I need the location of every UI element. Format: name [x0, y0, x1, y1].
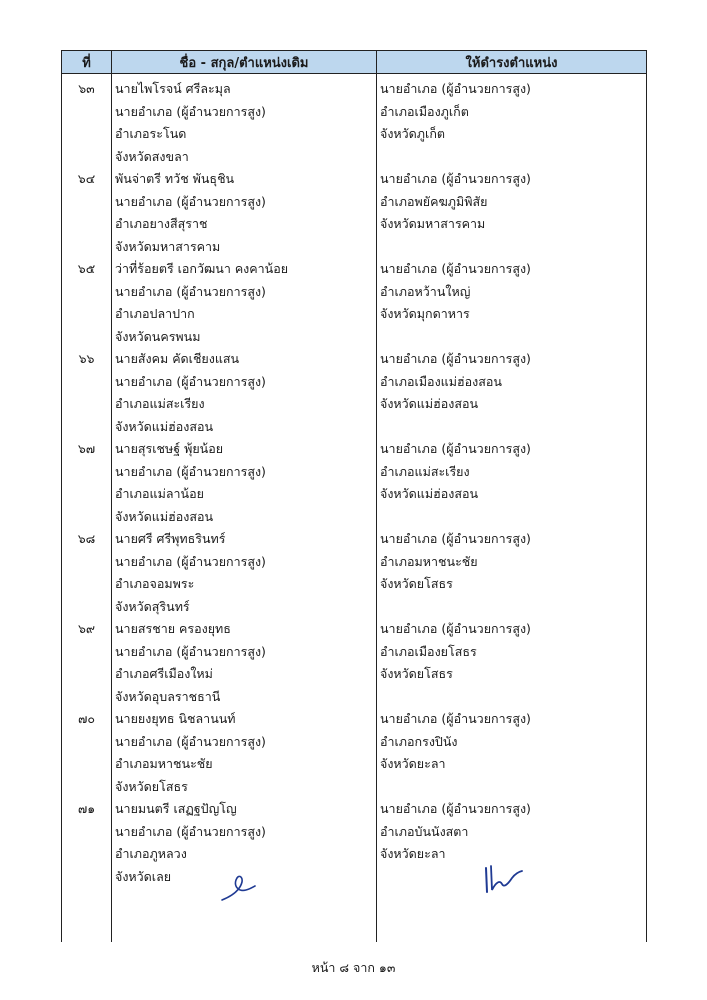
- new-position-line: อำเภอหว้านใหญ่: [380, 283, 471, 299]
- new-position-line: อำเภอมหาชนะชัย: [380, 553, 478, 569]
- page-footer: หน้า ๘ จาก ๑๓: [311, 960, 396, 975]
- old-position-line: อำเภอแม่สะเรียง: [115, 396, 205, 411]
- old-position-line: นายอำเภอ (ผู้อำนวยการสูง): [115, 283, 266, 299]
- row-number: ๖๓: [78, 81, 95, 96]
- old-position-line: อำเภอยางสีสุราช: [115, 216, 208, 231]
- row-number-cell: [62, 258, 112, 348]
- new-position-line: นายอำเภอ (ผู้อำนวยการสูง): [380, 531, 531, 546]
- old-position-line: นายอำเภอ (ผู้อำนวยการสูง): [115, 643, 266, 659]
- old-position-line: จังหวัดยโสธร: [115, 778, 188, 794]
- old-position-line: อำเภอมหาชนะชัย: [115, 756, 213, 771]
- new-position-cell: [377, 708, 647, 798]
- table-row: [62, 708, 647, 798]
- row-number: ๗๑: [77, 801, 96, 816]
- row-number: ๖๙: [77, 621, 96, 636]
- old-position-line: จังหวัดแม่ฮ่องสอน: [115, 508, 214, 524]
- old-position-line: นายยงยุทธ นิชลานนท์: [115, 711, 236, 726]
- old-position-line: อำเภอจอมพระ: [115, 576, 195, 591]
- new-position-line: จังหวัดแม่ฮ่องสอน: [380, 486, 479, 501]
- appointment-table-container: [61, 50, 646, 942]
- old-position-line: นายสุรเชษฐ์ พุ้ยน้อย: [115, 441, 224, 456]
- old-position-line: นายอำเภอ (ผู้อำนวยการสูง): [115, 733, 266, 749]
- new-position-line: อำเภอเมืองแม่ฮ่องสอน: [380, 373, 502, 389]
- table-row: [62, 74, 647, 169]
- new-position-line: นายอำเภอ (ผู้อำนวยการสูง): [380, 81, 531, 96]
- table-row: [62, 258, 647, 348]
- old-position-line: นายสังคม คัดเชียงแสน: [115, 351, 240, 366]
- old-position-line: จังหวัดสุรินทร์: [115, 598, 190, 614]
- appointment-table: [61, 50, 647, 942]
- old-position-line: นายอำเภอ (ผู้อำนวยการสูง): [115, 553, 266, 569]
- new-position-line: นายอำเภอ (ผู้อำนวยการสูง): [380, 441, 531, 456]
- new-position-line: อำเภอเมืองภูเก็ต: [380, 103, 469, 119]
- new-position-line: จังหวัดภูเก็ต: [380, 126, 446, 141]
- old-position-cell: [112, 74, 377, 169]
- new-position-line: จังหวัดมุกดาหาร: [380, 306, 470, 321]
- old-position-cell: [112, 618, 377, 708]
- new-position-line: อำเภอบันนังสตา: [380, 823, 469, 839]
- row-number-cell: [62, 74, 112, 169]
- table-row: [62, 168, 647, 258]
- row-number-cell: [62, 528, 112, 618]
- new-position-line: อำเภอเมืองยโสธร: [380, 643, 477, 659]
- row-number-cell: [62, 708, 112, 798]
- old-position-line: ว่าที่ร้อยตรี เอกวัฒนา คงคาน้อย: [115, 261, 289, 276]
- old-position-cell: [112, 708, 377, 798]
- old-position-line: จังหวัดนครพนม: [115, 328, 201, 344]
- old-position-line: อำเภอระโนด: [115, 126, 187, 141]
- new-position-line: อำเภอพยัคฆภูมิพิสัย: [380, 193, 488, 209]
- new-position-cell: [377, 438, 647, 528]
- table-filler-row: [62, 888, 647, 942]
- row-number: ๖๗: [77, 441, 96, 456]
- header-new-position: ให้ดำรงตำแหน่ง: [377, 51, 647, 74]
- new-position-line: จังหวัดยโสธร: [380, 576, 453, 591]
- new-position-cell: [377, 528, 647, 618]
- header-name-old-position: ชื่อ - สกุล/ตำแหน่งเดิม: [112, 51, 377, 74]
- table-row: [62, 798, 647, 888]
- new-position-line: นายอำเภอ (ผู้อำนวยการสูง): [380, 621, 531, 636]
- new-position-cell: [377, 168, 647, 258]
- table-row: [62, 618, 647, 708]
- old-position-line: นายอำเภอ (ผู้อำนวยการสูง): [115, 373, 266, 389]
- table-row: [62, 438, 647, 528]
- old-position-line: จังหวัดอุบลราชธานี: [115, 688, 221, 704]
- old-position-line: นายอำเภอ (ผู้อำนวยการสูง): [115, 823, 266, 839]
- signature-right-icon: [482, 862, 524, 896]
- new-position-line: นายอำเภอ (ผู้อำนวยการสูง): [380, 711, 531, 726]
- old-position-line: นายไพโรจน์ ศรีละมุล: [115, 81, 231, 96]
- old-position-line: นายอำเภอ (ผู้อำนวยการสูง): [115, 193, 266, 209]
- old-position-line: นายสรชาย ครองยุทธ: [115, 621, 231, 636]
- new-position-line: จังหวัดยะลา: [380, 846, 446, 861]
- new-position-line: นายอำเภอ (ผู้อำนวยการสูง): [380, 261, 531, 276]
- old-position-line: จังหวัดมหาสารคาม: [115, 238, 221, 254]
- old-position-line: อำเภอแม่ลาน้อย: [115, 486, 204, 501]
- table-body: [62, 74, 647, 943]
- new-position-cell: [377, 618, 647, 708]
- old-position-line: จังหวัดแม่ฮ่องสอน: [115, 418, 214, 434]
- old-position-cell: [112, 528, 377, 618]
- old-position-line: นายมนตรี เสฏฐปัญโญ: [115, 801, 237, 816]
- old-position-cell: [112, 348, 377, 438]
- old-position-cell: [112, 168, 377, 258]
- new-position-line: อำเภอกรงปินัง: [380, 733, 458, 749]
- new-position-line: นายอำเภอ (ผู้อำนวยการสูง): [380, 171, 531, 186]
- row-number-cell: [62, 348, 112, 438]
- old-position-line: อำเภอปลาปาก: [115, 306, 195, 321]
- row-number-cell: [62, 438, 112, 528]
- new-position-line: จังหวัดมหาสารคาม: [380, 216, 486, 231]
- row-number: ๗๐: [77, 711, 96, 726]
- filler-cell: [62, 888, 112, 942]
- new-position-cell: [377, 74, 647, 169]
- new-position-line: อำเภอแม่สะเรียง: [380, 463, 470, 479]
- row-number-cell: [62, 168, 112, 258]
- old-position-line: อำเภอภูหลวง: [115, 846, 187, 861]
- old-position-line: จังหวัดเลย: [115, 868, 172, 884]
- row-number: ๖๔: [77, 171, 96, 186]
- new-position-line: จังหวัดแม่ฮ่องสอน: [380, 396, 479, 411]
- old-position-cell: [112, 438, 377, 528]
- table-row: [62, 528, 647, 618]
- new-position-cell: [377, 348, 647, 438]
- new-position-line: จังหวัดยโสธร: [380, 666, 453, 681]
- row-number-cell: [62, 618, 112, 708]
- row-number: ๖๖: [78, 351, 95, 366]
- row-number-cell: [62, 798, 112, 888]
- filler-cell: [377, 888, 647, 942]
- old-position-line: นายอำเภอ (ผู้อำนวยการสูง): [115, 463, 266, 479]
- old-position-line: นายอำเภอ (ผู้อำนวยการสูง): [115, 103, 266, 119]
- old-position-cell: [112, 258, 377, 348]
- old-position-line: อำเภอศรีเมืองใหม่: [115, 666, 213, 681]
- signature-left-icon: [218, 868, 258, 904]
- new-position-line: นายอำเภอ (ผู้อำนวยการสูง): [380, 351, 531, 366]
- header-no: ที่: [62, 51, 112, 74]
- old-position-line: พันจ่าตรี ทวัช พันธุชิน: [115, 171, 235, 186]
- row-number: ๖๕: [77, 261, 96, 276]
- old-position-line: นายศรี ศรีพุทธรินทร์: [115, 531, 226, 546]
- table-row: [62, 348, 647, 438]
- table-header-row: [62, 51, 647, 74]
- new-position-cell: [377, 258, 647, 348]
- old-position-line: จังหวัดสงขลา: [115, 148, 189, 164]
- new-position-line: จังหวัดยะลา: [380, 756, 446, 771]
- new-position-line: นายอำเภอ (ผู้อำนวยการสูง): [380, 801, 531, 816]
- row-number: ๖๘: [77, 531, 96, 546]
